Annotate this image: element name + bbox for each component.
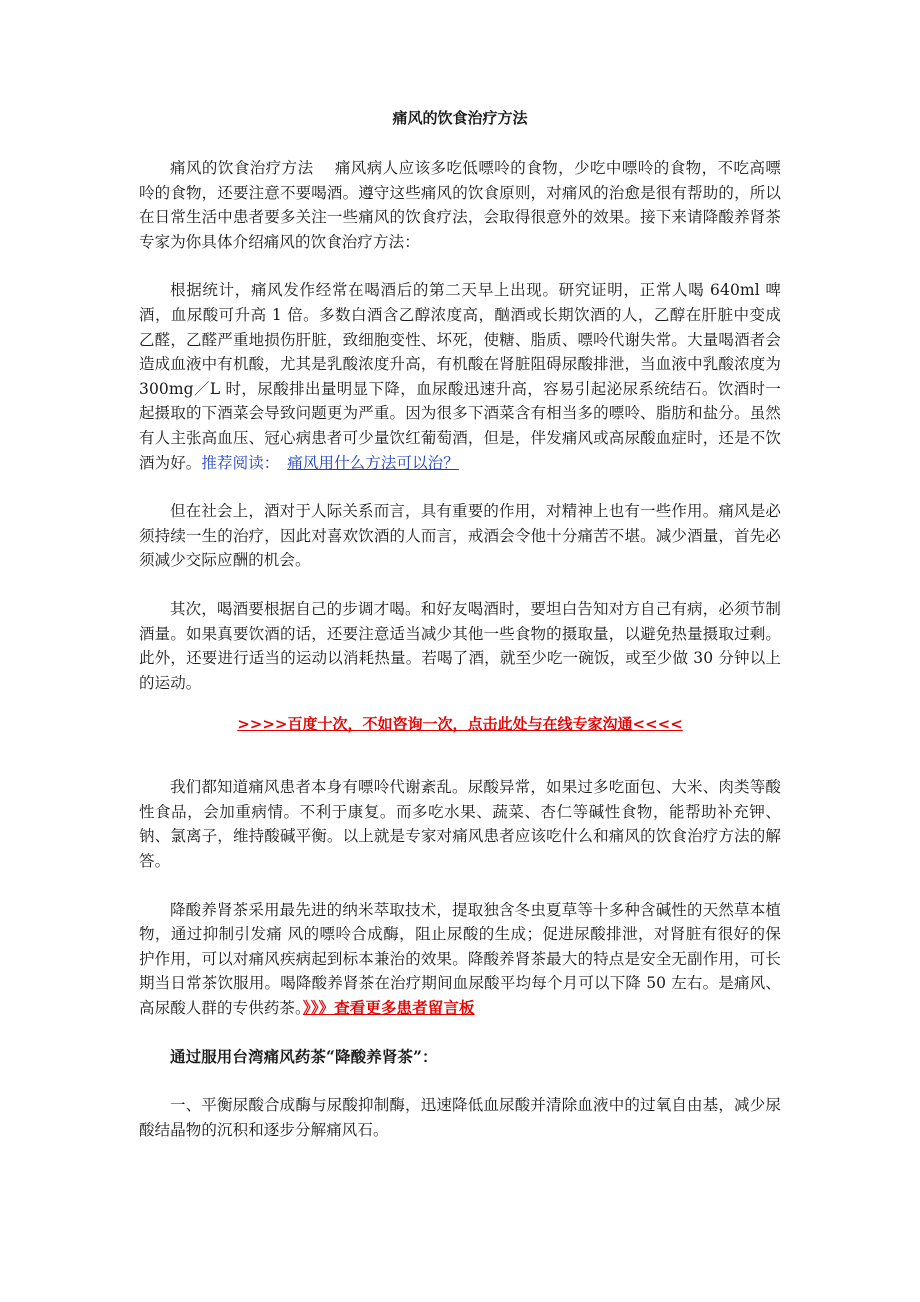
product-text: 降酸养肾茶采用最先进的纳米萃取技术，提取独含冬虫夏草等十多种含碱性的天然草本植物，通过抑制引发痛 风的嘌呤合成酶，阻止尿酸的生成；促进尿酸排泄，对肾脏有很好的保护作用，可以对痛风疾病起到标本兼治的效果。降酸养肾茶最大的特点是安全无副作用，可长期当日常茶饮服用。喝降酸养肾茶在治疗期间血尿酸平均每个月可以下降 50 左右。是痛风、高尿酸人群的专供药茶。 [139, 900, 781, 1018]
recommend-link[interactable]: 痛风用什么方法可以治？ [287, 453, 459, 472]
consult-expert-link[interactable] [139, 713, 781, 735]
benefit-item-1: 一、平衡尿酸合成酶与尿酸抑制酶，迅速降低血尿酸并清除血液中的过氧自由基，减少尿酸结晶物的沉积和逐步分解痛风石。 [139, 1096, 781, 1139]
product-paragraph [139, 898, 781, 1021]
intro-paragraph: 痛风的饮食治疗方法 痛风病人应该多吃低嘌呤的食物，少吃中嘌呤的食物，不吃高嘌呤的食物，还要注意不要喝酒。遵守这些痛风的饮食原则，对痛风的治愈是很有帮助的，所以在日常生活中患者要多关注一些痛风的饮食疗法，会取得很意外的效果。接下来请降酸养肾茶专家为你具体介绍痛风的饮食治疗方法： [139, 159, 781, 251]
recommend-label: 推荐阅读： [201, 453, 272, 472]
patient-messages-link[interactable]: 》》》查看更多患者留言板 [302, 998, 475, 1018]
document-page [139, 108, 781, 1142]
benefits-heading: 通过服用台湾痛风药茶“降酸养肾茶”： [170, 1046, 438, 1066]
metabolism-paragraph: 我们都知道痛风患者本身有嘌呤代谢紊乱。尿酸异常，如果过多吃面包、大米、肉类等酸性食品，会加重病情。不利于康复。而多吃水果、蔬菜、杏仁等碱性食物，能帮助补充钾、钠、氯离子，维持酸碱平衡。以上就是专家对痛风患者应该吃什么和痛风的饮食治疗方法的解答。 [139, 778, 781, 871]
consult-expert-text[interactable]: >>>>百度十次，不如咨询一次，点击此处与在线专家沟通<<<< [237, 715, 683, 734]
page-title: 痛风的饮食治疗方法 [392, 109, 528, 127]
pace-paragraph: 其次，喝酒要根据自己的步调才喝。和好友喝酒时，要坦白告知对方自己有病，必须节制酒量。如果真要饮酒的话，还要注意适当减少其他一些食物的摄取量，以避免热量摄取过剩。此外，还要进行适当的运动以消耗热量。若喝了酒，就至少吃一碗饭，或至少做 30 分钟以上的运动。 [139, 599, 781, 692]
statistics-text: 根据统计，痛风发作经常在喝酒后的第二天早上出现。研究证明，正常人喝 640ml 啤酒，血尿酸可升高 1 倍。多数白酒含乙醇浓度高，酗酒或长期饮酒的人，乙醇在肝脏中变成乙醛，乙醛严重地损伤肝脏，致细胞变性、坏死，使糖、脂质、嘌呤代谢失常。大量喝酒者会造成血液中有机酸，尤其是乳酸浓度升高，有机酸在肾脏阻碍尿酸排泄，当血液中乳酸浓度为 300mg／L 时，尿酸排出量明显下降，血尿酸迅速升高，容易引起泌尿系统结石。饮酒时一起摄取的下酒菜会导致问题更为严重。因为很多下酒菜含有相当多的嘌呤、脂肪和盐分。虽然有人主张高血压、冠心病患者可少量饮红葡萄酒，但是，伴发痛风或高尿酸血症时，还是不饮酒为好。 [139, 281, 781, 472]
social-paragraph: 但在社会上，酒对于人际关系而言，具有重要的作用，对精神上也有一些作用。痛风是必须持续一生的治疗，因此对喜欢饮酒的人而言，戒酒会令他十分痛苦不堪。减少酒量，首先必须减少交际应酬的机会。 [139, 502, 781, 570]
statistics-paragraph [139, 278, 781, 475]
